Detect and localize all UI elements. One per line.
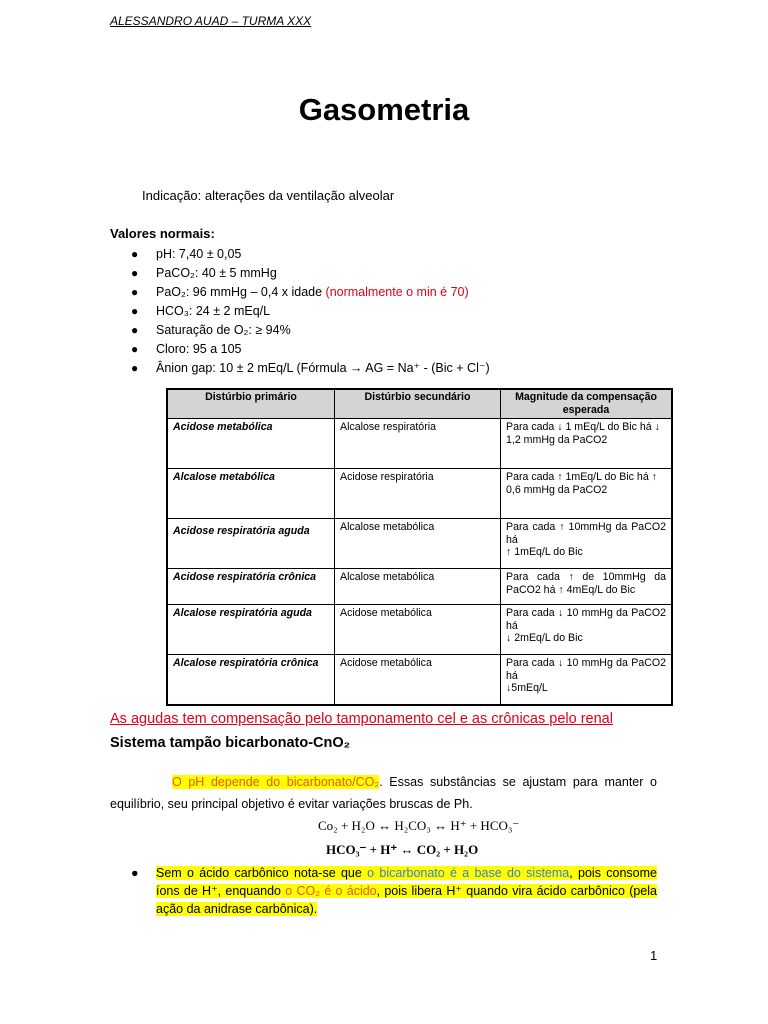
bullet-icon: ● [131, 304, 139, 318]
primary-disorder-cell: Acidose respiratória aguda [167, 519, 335, 569]
pao2-note: (normalmente o min é 70) [325, 285, 469, 299]
primary-disorder-cell: Alcalose metabólica [167, 469, 335, 519]
primary-disorder-cell: Alcalose respiratória aguda [167, 605, 335, 655]
compensation-table [166, 388, 673, 706]
list-item: ● pH: 7,40 ± 0,05 [110, 245, 490, 264]
section-heading: Sistema tampão bicarbonato-CnO₂ [110, 735, 351, 751]
table-row [167, 605, 672, 655]
indication-text: Indicação: alterações da ventilação alveolar [142, 188, 395, 203]
primary-disorder-cell: Acidose respiratória crônica [167, 569, 335, 605]
compensation-cell: Para cada ↑ 10mmHg da PaCO2 há ↑ 1mEq/L do Bic [501, 519, 673, 569]
compensation-cell: Para cada ↓ 10 mmHg da PaCO2 há ↓5mEq/L [501, 655, 673, 705]
table-header: Distúrbio primário [167, 389, 335, 419]
table-header: Magnitude da compensação esperada [501, 389, 673, 419]
bullet-icon: ● [131, 342, 139, 356]
table-header: Distúrbio secundário [335, 389, 501, 419]
page-number: 1 [650, 948, 658, 963]
table-row [167, 419, 672, 469]
table-row [167, 569, 672, 605]
highlighted-phrase: O pH depende do bicarbonato/CO₂ [172, 775, 380, 789]
bullet-icon: ● [131, 285, 139, 299]
list-item: ● Ânion gap: 10 ± 2 mEq/L (Fórmula → AG = Na⁺ - (Bic + Cl⁻) [110, 359, 490, 378]
bullet-icon: ● [131, 323, 139, 337]
secondary-disorder-cell: Acidose metabólica [335, 655, 501, 705]
secondary-disorder-cell: Alcalose metabólica [335, 569, 501, 605]
list-item: ● PaO₂: 96 mmHg – 0,4 x idade (normalmente o min é 70) [110, 283, 490, 302]
list-item: ● Saturação de O₂: ≥ 94% [110, 321, 490, 340]
secondary-disorder-cell: Alcalose metabólica [335, 519, 501, 569]
secondary-disorder-cell: Acidose metabólica [335, 605, 501, 655]
buffer-paragraph: O pH depende do bicarbonato/CO₂. Essas substâncias se ajustam para manter o equilíbrio, seu principal objetivo é evitar variações bruscas de Ph. [110, 775, 657, 811]
bullet-icon: ● [131, 247, 139, 261]
compensation-cell: Para cada ↓ 10 mmHg da PaCO2 há ↓ 2mEq/L do Bic [501, 605, 673, 655]
acid-phrase: o CO₂ é o ácido [285, 884, 377, 898]
normal-values-list [110, 245, 490, 378]
buffer-equation-1: Co₂ + H₂O ↔ H₂CO₃ ↔ H⁺ + HCO₃⁻ [318, 818, 520, 833]
header-author: ALESSANDRO AUAD – TURMA XXX [110, 14, 312, 28]
primary-disorder-cell: Acidose metabólica [167, 419, 335, 469]
list-item: ● PaCO₂: 40 ± 5 mmHg [110, 264, 490, 283]
compensation-cell: Para cada ↓ 1 mEq/L do Bic há ↓ 1,2 mmHg da PaCO2 [501, 419, 673, 469]
buffer-equation-2: HCO₃⁻ + H⁺ ↔ CO₂ + H₂O [326, 842, 479, 857]
table-row [167, 469, 672, 519]
base-phrase: o bicarbonato é a base do sistema [367, 866, 570, 880]
table-row [167, 519, 672, 569]
bullet-icon: ● [131, 866, 139, 880]
secondary-disorder-cell: Alcalose respiratória [335, 419, 501, 469]
list-item: ● Sem o ácido carbônico nota-se que o bicarbonato é a base do sistema, pois consome íons de H⁺, enquando o CO₂ é o ácido, pois libera H⁺ quando vira ácido carbônico (pela ação da anidrase carbônica). [131, 866, 657, 916]
compensation-cell: Para cada ↑ 1mEq/L do Bic há ↑ 0,6 mmHg da PaCO2 [501, 469, 673, 519]
page-title: Gasometria [298, 92, 470, 127]
secondary-disorder-cell: Acidose respiratória [335, 469, 501, 519]
list-item: ● Cloro: 95 a 105 [110, 340, 490, 359]
bullet-icon: ● [131, 266, 139, 280]
compensation-cell: Para cada ↑ de 10mmHg da PaCO2 há ↑ 4mEq/L do Bic [501, 569, 673, 605]
table-row [167, 655, 672, 705]
bullet-icon: ● [131, 361, 139, 375]
primary-disorder-cell: Alcalose respiratória crônica [167, 655, 335, 705]
compensation-note: As agudas tem compensação pelo tamponamento cel e as crônicas pelo renal [110, 711, 613, 727]
list-item: ● HCO₃: 24 ± 2 mEq/L [110, 302, 490, 321]
normal-values-heading: Valores normais: [110, 226, 215, 241]
